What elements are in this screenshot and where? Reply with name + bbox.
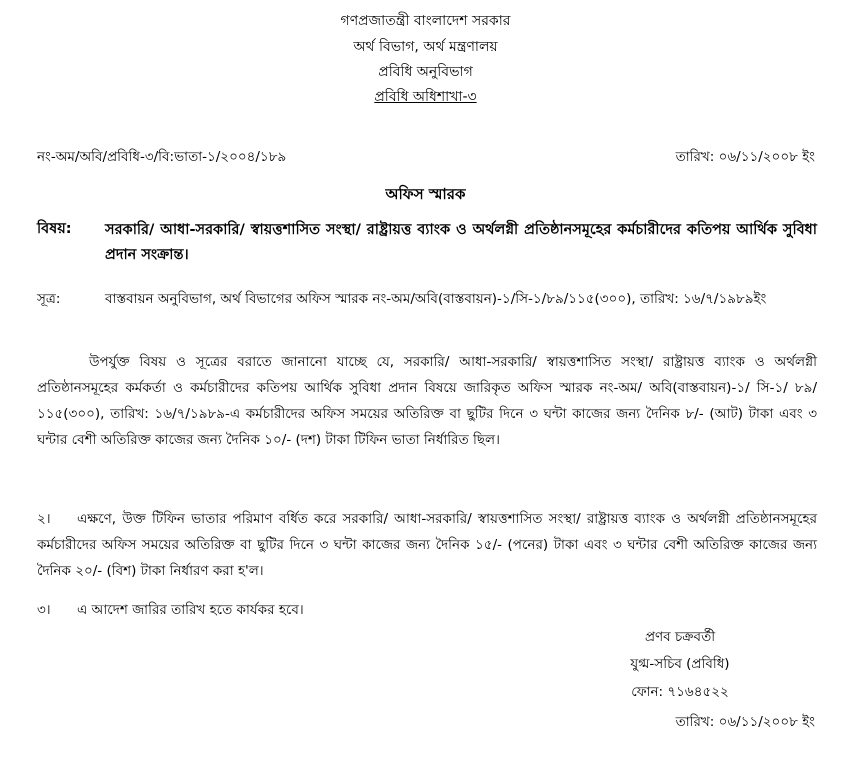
header-division: প্রবিধি অনুবিভাগ bbox=[378, 64, 473, 80]
paragraph-3-number: ৩। bbox=[37, 602, 51, 618]
issue-date-top: তারিখ: ০৬/১১/২০০৮ ইং bbox=[675, 149, 815, 165]
reference-number: নং-অম/অবি/প্রবিধি-৩/বি:ভাতা-১/২০০৪/১৮৯ bbox=[37, 149, 287, 165]
paragraph-3-text: এ আদেশ জারির তারিখ হতে কার্যকর হবে। bbox=[77, 602, 304, 618]
paragraph-1 bbox=[37, 349, 817, 453]
subject-label: বিষয়: bbox=[37, 221, 72, 237]
header-ministry: অর্থ বিভাগ, অর্থ মন্ত্রণালয় bbox=[353, 39, 498, 55]
signatory-phone: ফোন: ৭১৬৪৫২২ bbox=[631, 684, 729, 700]
header-government-name: গণপ্রজাতন্ত্রী বাংলাদেশ সরকার bbox=[340, 13, 511, 29]
signatory-name: প্রণব চক্রবর্তী bbox=[644, 629, 716, 645]
issue-date-bottom: তারিখ: ০৬/১১/২০০৮ ইং bbox=[675, 714, 815, 730]
header-branch: প্রবিধি অধিশাখা-৩ bbox=[374, 89, 477, 105]
source-label: সূত্র: bbox=[37, 291, 61, 307]
memo-title: অফিস স্মারক bbox=[385, 185, 466, 203]
paragraph-3 bbox=[37, 597, 817, 623]
subject-text: সরকারি/ আধা-সরকারি/ স্বায়ত্তশাসিত সংস্থা/ রাষ্ট্রায়ত্ত ব্যাংক ও অর্থলগ্নী প্রতিষ্ঠানসমূহের কর্মচারীদের কতিপয় আর্থিক সুবিধা প্রদান সংক্রান্ত। bbox=[105, 222, 817, 263]
paragraph-1-text: উপর্যুক্ত বিষয় ও সূত্রের বরাতে জানানো যাচ্ছে যে, সরকারি/ আধা-সরকারি/ স্বায়ত্তশাসিত সংস্থা/ রাষ্ট্রায়ত্ত ব্যাংক ও অর্থলগ্নী প্রতিষ্ঠানসমূহের কর্মকর্তা ও কর্মচারীদের কতিপয় আর্থিক সুবিধা প্রদান বিষয়ে জারিকৃত অফিস স্মারক নং-অম/ অবি(বাস্তবায়ন)-১/ সি-১/ ৮৯/ ১১৫(৩০০), তারিখ: ১৬/৭/১৯৮৯-এ কর্মচারীদের অফিস সময়ের অতিরিক্ত বা ছুটির দিনে ৩ ঘন্টা কাজের জন্য দৈনিক ৮/- (আট) টাকা এবং ৩ ঘন্টার বেশী অতিরিক্ত কাজের জন্য দৈনিক ১০/- (দশ) টাকা টিফিন ভাতা নির্ধারিত ছিল। bbox=[37, 354, 817, 448]
paragraph-2-number: ২। bbox=[37, 511, 51, 527]
source-text: বাস্তবায়ন অনুবিভাগ, অর্থ বিভাগের অফিস স্মারক নং-অম/অবি(বাস্তবায়ন)-১/সি-১/৮৯/১১৫(৩০০), তারিখ: ১৬/৭/১৯৮৯ইং bbox=[105, 291, 767, 307]
paragraph-2 bbox=[37, 506, 817, 584]
signatory-designation: যুগ্ম-সচিব (প্রবিধি) bbox=[630, 656, 730, 672]
paragraph-2-text: এক্ষণে, উক্ত টিফিন ভাতার পরিমাণ বর্ধিত করে সরকারি/ আধা-সরকারি/ স্বায়ত্তশাসিত সংস্থা/ রাষ্ট্রায়ত্ত ব্যাংক ও অর্থলগ্নী প্রতিষ্ঠানসমূহের কর্মচারীদের অফিস সময়ের অতিরিক্ত বা ছুটির দিনে ৩ ঘন্টা কাজের জন্য দৈনিক ১৫/- (পনের) টাকা এবং ৩ ঘন্টার বেশী অতিরিক্ত কাজের জন্য দৈনিক ২০/- (বিশ) টাকা নির্ধারণ করা হ'ল। bbox=[37, 511, 817, 579]
